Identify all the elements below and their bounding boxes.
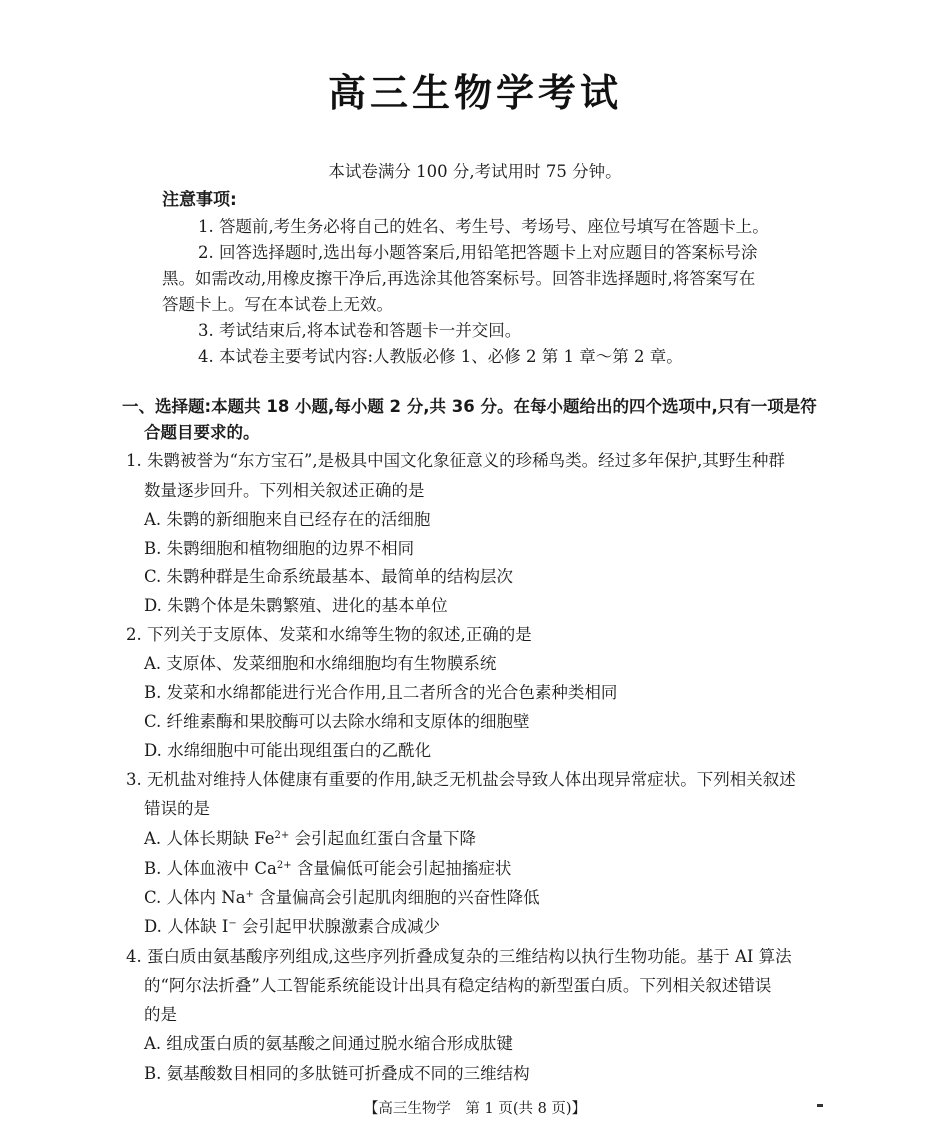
notice-heading: 注意事项: (162, 190, 237, 210)
question-2-stem-line-1: 2. 下列关于支原体、发菜和水绵等生物的叙述,正确的是 (126, 625, 532, 644)
section-heading-line-2: 合题目要求的。 (144, 423, 260, 442)
question-4-option-a: A. 组成蛋白质的氨基酸之间通过脱水缩合形成肽键 (144, 1034, 513, 1053)
notice-item-4-line-1: 4. 本试卷主要考试内容:人教版必修 1、必修 2 第 1 章～第 2 章。 (198, 347, 683, 366)
question-4-stem-line-3: 的是 (144, 1005, 177, 1024)
notice-item-2-line-3: 答题卡上。写在本试卷上无效。 (162, 295, 393, 314)
question-4-stem-line-2: 的“阿尔法折叠”人工智能系统能设计出具有稳定结构的新型蛋白质。下列相关叙述错误 (144, 976, 772, 995)
question-4-stem-line-1: 4. 蛋白质由氨基酸序列组成,这些序列折叠成复杂的三维结构以执行生物功能。基于 AI 算法 (126, 947, 792, 966)
question-2-option-a: A. 支原体、发菜细胞和水绵细胞均有生物膜系统 (144, 654, 497, 673)
exam-subtitle: 本试卷满分 100 分,考试用时 75 分钟。 (328, 162, 622, 181)
notice-item-2-line-2: 黑。如需改动,用橡皮擦干净后,再选涂其他答案标号。回答非选择题时,将答案写在 (162, 269, 756, 288)
question-1-option-d: D. 朱鹮个体是朱鹮繁殖、进化的基本单位 (144, 596, 448, 615)
notice-item-1-line-1: 1. 答题前,考生务必将自己的姓名、考生号、考场号、座位号填写在答题卡上。 (198, 217, 769, 236)
question-1-option-a: A. 朱鹮的新细胞来自已经存在的活细胞 (144, 510, 431, 529)
scan-mark (817, 1104, 823, 1107)
question-4-option-b: B. 氨基酸数目相同的多肽链可折叠成不同的三维结构 (144, 1064, 530, 1083)
question-2-option-c: C. 纤维素酶和果胶酶可以去除水绵和支原体的细胞壁 (144, 712, 530, 731)
question-3-option-a: A. 人体长期缺 $Fe^{2+}$ 会引起血红蛋白含量下降 (144, 829, 476, 848)
question-3-option-b: B. 人体血液中 $Ca^{2+}$ 含量偏低可能会引起抽搐症状 (144, 859, 512, 878)
section-heading-line-1: 一、选择题:本题共 18 小题,每小题 2 分,共 36 分。在每小题给出的四个选项中,只有一项是符 (122, 397, 817, 416)
question-1-stem-line-1: 1. 朱鹮被誉为“东方宝石”,是极具中国文化象征意义的珍稀鸟类。经过多年保护,其野生种群 (126, 451, 785, 470)
question-2-option-b: B. 发菜和水绵都能进行光合作用,且二者所含的光合色素种类相同 (144, 683, 618, 702)
exam-title: 高三生物学考试 (327, 71, 622, 115)
question-1-stem-line-2: 数量逐步回升。下列相关叙述正确的是 (144, 481, 425, 500)
question-3-stem-line-2: 错误的是 (144, 799, 210, 818)
question-3-option-d: D. 人体缺 I− 会引起甲状腺激素合成减少 (144, 917, 441, 936)
page-footer: 【高三生物学 第 1 页(共 8 页)】 (363, 1101, 587, 1117)
question-1-option-c: C. 朱鹮种群是生命系统最基本、最简单的结构层次 (144, 567, 514, 586)
question-3-stem-line-1: 3. 无机盐对维持人体健康有重要的作用,缺乏无机盐会导致人体出现异常症状。下列相关叙述 (126, 770, 796, 789)
question-2-option-d: D. 水绵细胞中可能出现组蛋白的乙酰化 (144, 741, 432, 760)
notice-item-2-line-1: 2. 回答选择题时,选出每小题答案后,用铅笔把答题卡上对应题目的答案标号涂 (198, 243, 758, 262)
notice-item-3-line-1: 3. 考试结束后,将本试卷和答题卡一并交回。 (198, 321, 522, 340)
question-3-option-c: C. 人体内 Na+ 含量偏高会引起肌肉细胞的兴奋性降低 (144, 888, 540, 907)
question-1-option-b: B. 朱鹮细胞和植物细胞的边界不相同 (144, 539, 415, 558)
